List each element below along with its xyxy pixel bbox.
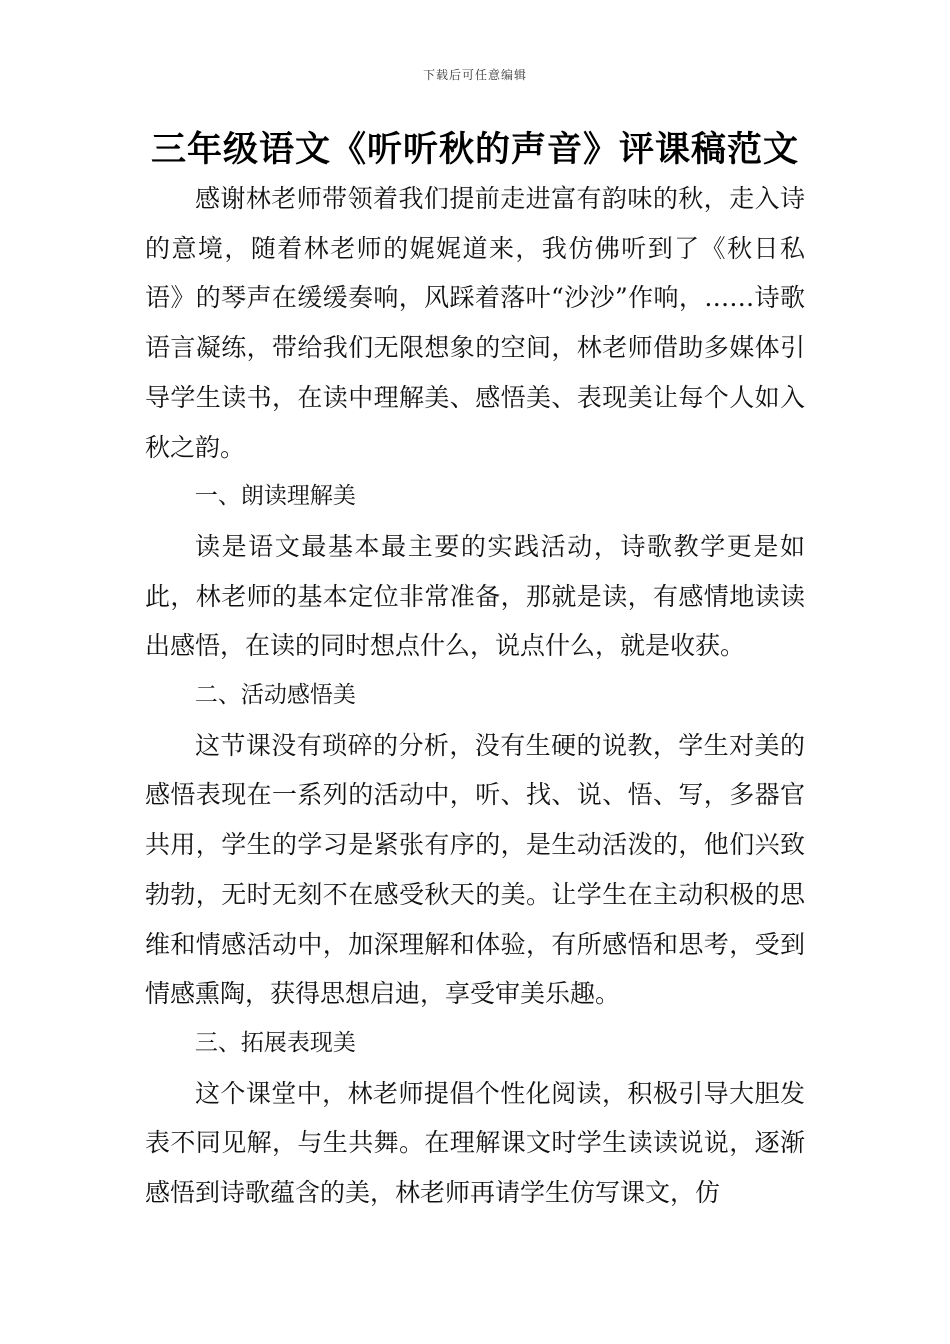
body-paragraph: 这节课没有琐碎的分析，没有生硬的说教，学生对美的感悟表现在一系列的活动中，听、找、说、悟、写，多器官共用，学生的学习是紧张有序的，是生动活泼的，他们兴致勃勃，无时无刻不在感受秋天的美。让学生在主动积极的思维和情感活动中，加深理解和体验，有所感悟和思考，受到情感熏陶，获得思想启迪，享受审美乐趣。: [145, 730, 805, 1009]
section-heading: 二、活动感悟美: [194, 682, 356, 709]
body-paragraph: 感谢林老师带领着我们提前走进富有韵味的秋，走入诗的意境，随着林老师的娓娓道来，我仿佛听到了《秋日私语》的琴声在缓缓奏响，风踩着落叶“沙沙”作响，……诗歌语言凝练，带给我们无限想象的空间，林老师借助多媒体引导学生读书，在读中理解美、感悟美、表现美让每个人如入秋之韵。: [145, 184, 805, 462]
document-title: 三年级语文《听听秋的声音》评课稿范文: [150, 129, 799, 170]
body-paragraph: 这个课堂中，林老师提倡个性化阅读，积极引导大胆发表不同见解，与生共舞。在理解课文时学生读读说说，逐渐感悟到诗歌蕴含的美，林老师再请学生仿写课文，仿: [145, 1078, 805, 1208]
body-paragraph: 读是语文最基本最主要的实践活动，诗歌教学更是如此，林老师的基本定位非常准备，那就是读，有感情地读读出感悟，在读的同时想点什么，说点什么，就是收获。: [145, 531, 805, 661]
document-body: [145, 174, 805, 1218]
section-heading: 三、拓展表现美: [194, 1029, 356, 1056]
section-heading: 一、朗读理解美: [194, 483, 356, 510]
header-note: 下载后可任意编辑: [422, 68, 527, 82]
